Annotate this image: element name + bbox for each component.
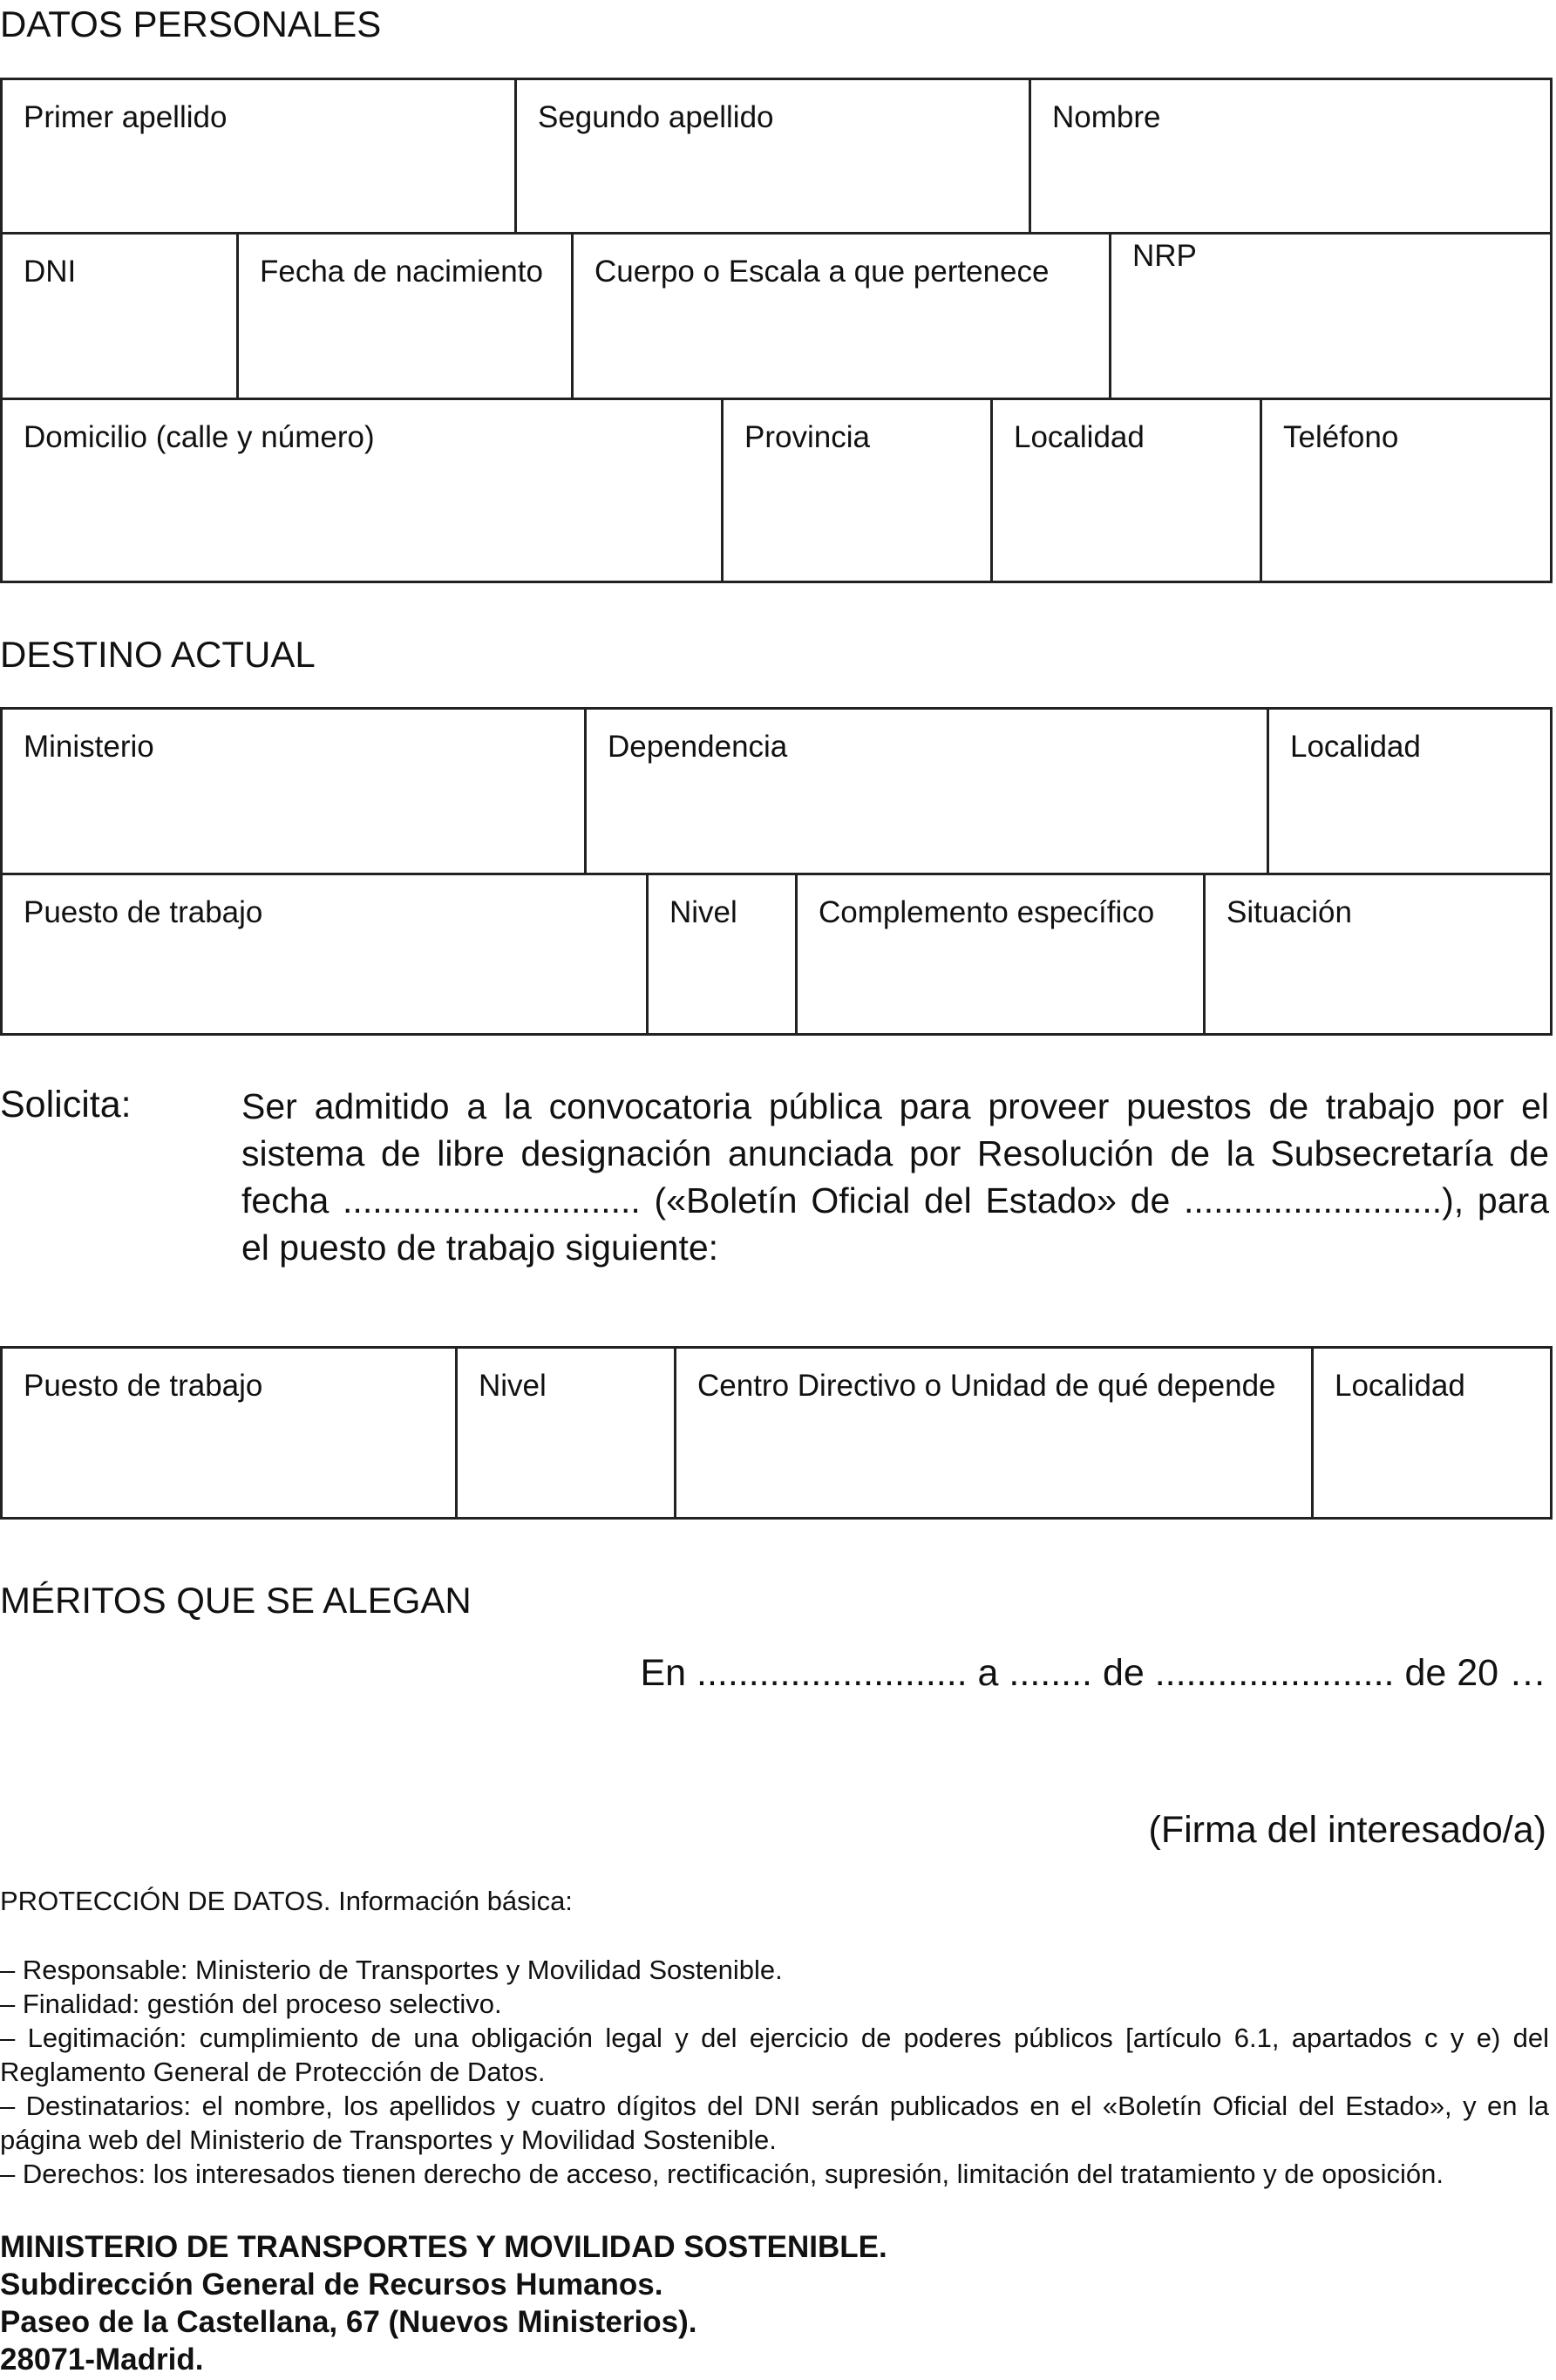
- field-dependencia[interactable]: Dependencia: [587, 710, 1269, 875]
- list-item: – Finalidad: gestión del proceso selectivo.: [0, 1989, 502, 2019]
- field-dni[interactable]: DNI: [3, 235, 239, 400]
- field-fecha-nacimiento[interactable]: Fecha de nacimiento: [239, 235, 574, 400]
- field-nivel[interactable]: Nivel: [458, 1349, 676, 1520]
- list-item: – Derechos: los interesados tienen derecho de acceso, rectificación, supresión, limitación del tratamiento y de oposición.: [0, 2159, 1444, 2189]
- footer-line: MINISTERIO DE TRANSPORTES Y MOVILIDAD SOSTENIBLE.: [0, 2230, 887, 2264]
- section-title-destino-actual: DESTINO ACTUAL: [0, 634, 316, 675]
- field-provincia[interactable]: Provincia: [724, 400, 993, 583]
- field-nrp[interactable]: NRP: [1111, 235, 1553, 400]
- field-centro-directivo[interactable]: Centro Directivo o Unidad de qué depende: [676, 1349, 1314, 1520]
- field-domicilio[interactable]: Domicilio (calle y número): [3, 400, 724, 583]
- field-nombre[interactable]: Nombre: [1031, 80, 1553, 235]
- footer-address: [0, 2228, 887, 2378]
- field-telefono[interactable]: Teléfono: [1262, 400, 1553, 583]
- footer-line: Subdirección General de Recursos Humanos.: [0, 2268, 663, 2302]
- field-localidad-destino[interactable]: Localidad: [1269, 710, 1553, 875]
- table-row: [3, 80, 1553, 235]
- fecha-lugar-line: En .......................... a ........ de ....................... de 20 …: [640, 1652, 1546, 1694]
- list-item: – Responsable: Ministerio de Transportes y Movilidad Sostenible.: [0, 1955, 783, 1985]
- field-primer-apellido[interactable]: Primer apellido: [3, 80, 517, 235]
- field-complemento-especifico[interactable]: Complemento específico: [798, 875, 1206, 1036]
- list-item: – Legitimación: cumplimiento de una obligación legal y del ejercicio de poderes públicos [artículo 6.1, apartados c y e) del Reglamento General de Protección de Datos.: [0, 2023, 1549, 2087]
- table-row: [3, 710, 1553, 875]
- field-segundo-apellido[interactable]: Segundo apellido: [517, 80, 1031, 235]
- field-localidad[interactable]: Localidad: [993, 400, 1262, 583]
- field-ministerio[interactable]: Ministerio: [3, 710, 587, 875]
- table-row: [3, 1349, 1553, 1520]
- datos-personales-table: [0, 78, 1553, 583]
- field-cuerpo-escala[interactable]: Cuerpo o Escala a que pertenece: [574, 235, 1111, 400]
- footer-line: 28071-Madrid.: [0, 2343, 204, 2377]
- field-situacion[interactable]: Situación: [1206, 875, 1553, 1036]
- puesto-solicitado-table: [0, 1346, 1553, 1520]
- destino-actual-table: [0, 707, 1553, 1036]
- firma-label: (Firma del interesado/a): [1148, 1809, 1546, 1851]
- proteccion-datos-title: PROTECCIÓN DE DATOS. Información básica:: [0, 1886, 573, 1916]
- footer-line: Paseo de la Castellana, 67 (Nuevos Ministerios).: [0, 2305, 697, 2339]
- table-row: [3, 235, 1553, 400]
- section-title-meritos: MÉRITOS QUE SE ALEGAN: [0, 1580, 472, 1621]
- solicita-text: Ser admitido a la convocatoria pública para proveer puestos de trabajo por el sistema de libre designación anunciada por Resolución de la Subsecretaría de fecha .............................. («Boletín Oficial del Estado» de ..........................), para el puesto de trabajo siguiente:: [241, 1086, 1549, 1268]
- field-nivel-actual[interactable]: Nivel: [649, 875, 798, 1036]
- list-item: – Destinatarios: el nombre, los apellidos y cuatro dígitos del DNI serán publicados en el «Boletín Oficial del Estado», y en la página web del Ministerio de Transportes y Movilidad Sostenible.: [0, 2091, 1549, 2155]
- proteccion-datos-list: [0, 1953, 1549, 2191]
- solicita-label: Solicita:: [0, 1084, 132, 1125]
- field-localidad-puesto[interactable]: Localidad: [1314, 1349, 1553, 1520]
- section-title-datos-personales: DATOS PERSONALES: [0, 3, 382, 44]
- table-row: [3, 875, 1553, 1036]
- field-puesto-trabajo-actual[interactable]: Puesto de trabajo: [3, 875, 649, 1036]
- table-row: [3, 400, 1553, 583]
- field-puesto-trabajo[interactable]: Puesto de trabajo: [3, 1349, 458, 1520]
